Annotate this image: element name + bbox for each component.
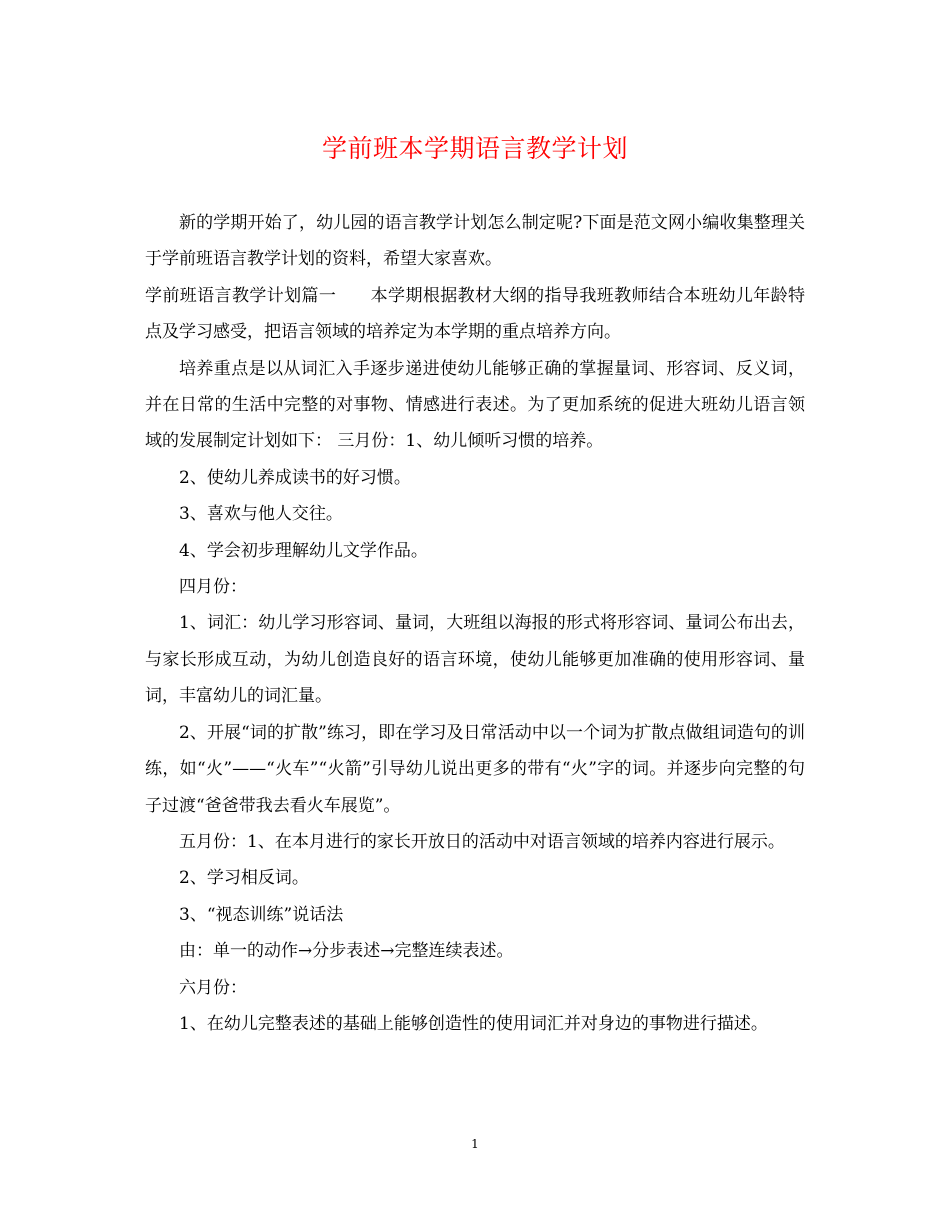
may-method-line: 由：单一的动作→分步表述→完整连续表述。	[179, 941, 514, 962]
april-heading: 四月份：	[179, 577, 247, 598]
section-intro-text: 本学期根据教材大纲的指导我班教师结合本班幼儿年龄特点及学习感受，把语言领域的培养定为本学期的重点培养方向。	[145, 285, 806, 343]
document-body	[145, 205, 805, 1042]
page-number: 1	[471, 1137, 479, 1151]
march-item-4: 4、学会初步理解幼儿文学作品。	[179, 540, 428, 561]
june-heading: 六月份：	[179, 977, 247, 998]
section-paragraph	[145, 278, 805, 351]
intro-paragraph: 新的学期开始了，幼儿园的语言教学计划怎么制定呢?下面是范文网小编收集整理关于学前班语言教学计划的资料，希望大家喜欢。	[145, 213, 805, 270]
may-item-3: 3、“视态训练”说话法	[179, 904, 344, 925]
june-item-1: 1、在幼儿完整表述的基础上能够创造性的使用词汇并对身边的事物进行描述。	[179, 1013, 768, 1034]
may-item-2: 2、学习相反词。	[179, 868, 309, 889]
april-item-1: 1、词汇：幼儿学习形容词、量词，大班组以海报的形式将形容词、量词公布出去，与家长形成互动，为幼儿创造良好的语言环境，使幼儿能够更加准确的使用形容词、量词，丰富幼儿的词汇量。	[145, 613, 805, 707]
march-item-2: 2、使幼儿养成读书的好习惯。	[179, 467, 411, 488]
document-title: 学前班本学期语言教学计划	[321, 134, 628, 163]
focus-paragraph: 培养重点是以从词汇入手逐步递进使幼儿能够正确的掌握量词、形容词、反义词，并在日常的生活中完整的对事物、情感进行表述。为了更加系统的促进大班幼儿语言领域的发展制定计划如下： 三月份：1、幼儿倾听习惯的培养。	[145, 358, 805, 452]
may-item-1: 五月份：1、在本月进行的家长开放日的活动中对语言领域的培养内容进行展示。	[179, 831, 785, 852]
april-item-2: 2、开展“词的扩散”练习，即在学习及日常活动中以一个词为扩散点做组词造句的训练，如“火”——“火车”“火箭”引导幼儿说出更多的带有“火”字的词。并逐步向完整的句子过渡“爸爸带我去看火车展览”。	[145, 722, 805, 816]
march-item-3: 3、喜欢与他人交往。	[179, 504, 343, 525]
section-heading: 学前班语言教学计划篇一	[145, 285, 337, 306]
